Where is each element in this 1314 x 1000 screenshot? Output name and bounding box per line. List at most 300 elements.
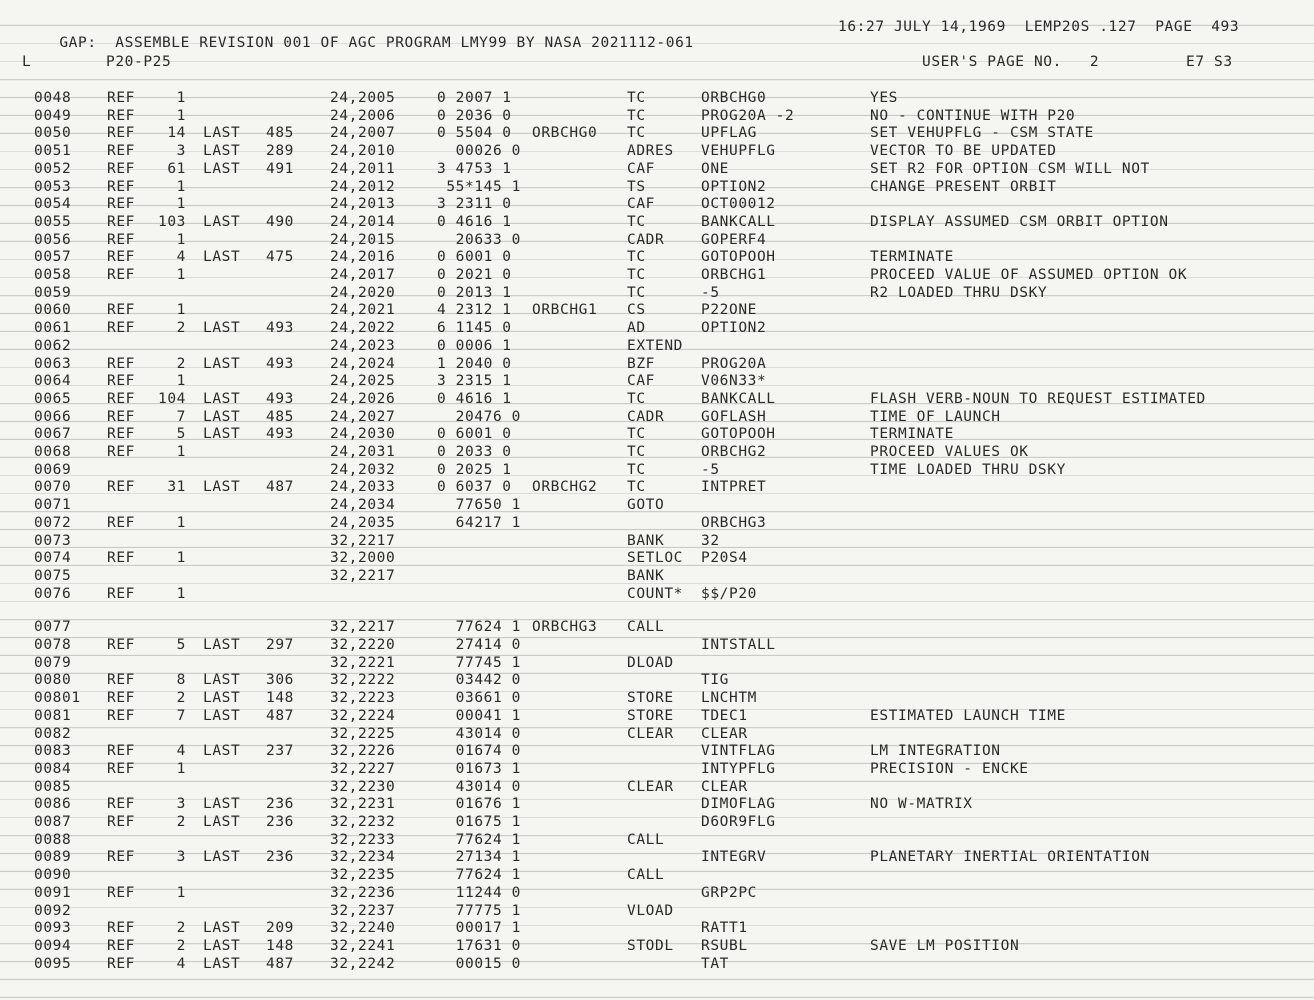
listing-row	[0, 515, 1314, 533]
operand: OCT00012	[701, 196, 776, 213]
line-number: 0067	[34, 426, 72, 443]
ref-count: 7	[176, 707, 186, 724]
listing-row	[0, 267, 1314, 285]
ref-count: 1	[176, 585, 186, 602]
ref-count: 2	[176, 937, 186, 954]
line-number: 0086	[34, 796, 72, 813]
line-number: 0056	[34, 231, 72, 248]
operand: TIG	[701, 672, 729, 689]
line-number: 0083	[34, 743, 72, 760]
last-keyword: LAST	[203, 213, 241, 230]
operand: V06N33*	[701, 373, 767, 390]
ref-count: 1	[176, 444, 186, 460]
ref-count: 4	[176, 743, 186, 760]
operand: INTEGRV	[701, 849, 767, 866]
last-page: 148	[266, 937, 294, 954]
ref-keyword: REF	[107, 90, 135, 106]
last-page: 487	[266, 955, 294, 972]
opcode: TC	[627, 125, 646, 142]
address: 32,2242	[330, 955, 396, 972]
opcode: BANK	[627, 567, 665, 584]
address: 24,2011	[330, 160, 396, 177]
comment: NO W-MATRIX	[870, 796, 973, 813]
ref-keyword: REF	[107, 690, 135, 707]
opcode: COUNT*	[627, 585, 683, 602]
comment: TERMINATE	[870, 249, 954, 266]
line-number: 0077	[34, 619, 72, 636]
address: 32,2230	[330, 778, 396, 795]
octal-word: 6 1145 0	[437, 320, 512, 337]
last-keyword: LAST	[203, 743, 241, 760]
line-number: 0080	[34, 672, 72, 689]
opcode: TC	[627, 426, 646, 443]
line-number: 0065	[34, 390, 72, 407]
opcode: CADR	[627, 408, 665, 425]
operand: LNCHTM	[701, 690, 757, 707]
address: 32,2221	[330, 654, 396, 671]
comment: R2 LOADED THRU DSKY	[870, 284, 1048, 301]
ref-keyword: REF	[107, 302, 135, 319]
listing-row	[0, 550, 1314, 568]
line-number: 0066	[34, 408, 72, 425]
address: 24,2025	[330, 373, 396, 390]
line-number: 0070	[34, 479, 72, 496]
ref-count: 61	[167, 160, 186, 177]
line-number: 0064	[34, 373, 72, 390]
line-number: 0048	[34, 90, 72, 106]
ref-keyword: REF	[107, 231, 135, 248]
operand: ORBCHG0	[701, 90, 767, 106]
ref-count: 3	[176, 849, 186, 866]
comment: PROCEED VALUE OF ASSUMED OPTION OK	[870, 267, 1188, 283]
line-number: 0060	[34, 302, 72, 319]
ref-count: 2	[176, 355, 186, 372]
listing-row	[0, 708, 1314, 726]
address: 24,2031	[330, 444, 396, 460]
operand: P22ONE	[701, 302, 757, 319]
line-number: 0068	[34, 444, 72, 460]
listing-row	[0, 497, 1314, 515]
octal-word: 00026 0	[437, 143, 521, 160]
octal-word: 01673 1	[437, 760, 521, 777]
opcode: GOTO	[627, 497, 665, 514]
opcode: EXTEND	[627, 337, 683, 354]
listing-row	[0, 832, 1314, 850]
users-page-number: USER'S PAGE NO. 2	[922, 54, 1100, 70]
address: 32,2000	[330, 550, 396, 567]
line-number: 0073	[34, 532, 72, 549]
octal-word: 0 2013 1	[437, 284, 512, 301]
last-page: 306	[266, 672, 294, 689]
operand: -5	[701, 284, 720, 301]
last-page: 289	[266, 143, 294, 160]
listing-row	[0, 796, 1314, 814]
last-page: 487	[266, 707, 294, 724]
last-keyword: LAST	[203, 479, 241, 496]
operand: BANKCALL	[701, 213, 776, 230]
address: 24,2034	[330, 497, 396, 514]
octal-word: 3 2315 1	[437, 373, 512, 390]
operand: UPFLAG	[701, 125, 757, 142]
address: 24,2026	[330, 390, 396, 407]
opcode: STORE	[627, 690, 674, 707]
ref-count: 4	[176, 955, 186, 972]
last-keyword: LAST	[203, 637, 241, 653]
header-right: 16:27 JULY 14,1969 LEMP20S .127 PAGE 493	[838, 19, 1240, 35]
ref-keyword: REF	[107, 178, 135, 195]
opcode: CALL	[627, 831, 665, 848]
line-number: 0076	[34, 585, 72, 602]
opcode: TC	[627, 444, 646, 460]
address: 32,2222	[330, 672, 396, 689]
opcode: AD	[627, 320, 646, 337]
last-keyword: LAST	[203, 955, 241, 972]
line-number: 0052	[34, 160, 72, 177]
operand: CLEAR	[701, 778, 748, 795]
address: 32,2225	[330, 725, 396, 742]
octal-word: 0 2033 0	[437, 444, 512, 460]
opcode: SETLOC	[627, 550, 683, 567]
address: 32,2231	[330, 796, 396, 813]
address: 32,2235	[330, 867, 396, 884]
line-number: 0089	[34, 849, 72, 866]
address: 24,2006	[330, 107, 396, 124]
operand: GOFLASH	[701, 408, 767, 425]
opcode: TC	[627, 461, 646, 478]
octal-word: 77624 1	[437, 831, 521, 848]
ref-count: 14	[167, 125, 186, 142]
octal-word: 1 2040 0	[437, 355, 512, 372]
ref-keyword: REF	[107, 444, 135, 460]
last-page: 148	[266, 690, 294, 707]
ref-count: 1	[176, 231, 186, 248]
ref-count: 1	[176, 107, 186, 124]
operand: GOTOPOOH	[701, 426, 776, 443]
octal-word: 0 4616 1	[437, 213, 512, 230]
octal-word: 3 2311 0	[437, 196, 512, 213]
last-page: 209	[266, 920, 294, 937]
last-keyword: LAST	[203, 125, 241, 142]
listing-row	[0, 726, 1314, 744]
listing-row	[0, 249, 1314, 267]
ref-keyword: REF	[107, 849, 135, 866]
line-number: 0049	[34, 107, 72, 124]
address: 32,2236	[330, 884, 396, 901]
address: 24,2007	[330, 125, 396, 142]
listing-row	[0, 619, 1314, 637]
listing-row	[0, 779, 1314, 797]
line-number: 0063	[34, 355, 72, 372]
address: 32,2227	[330, 760, 396, 777]
ref-count: 4	[176, 249, 186, 266]
octal-word: 0 0006 1	[437, 337, 512, 354]
last-page: 236	[266, 849, 294, 866]
listing-row	[0, 568, 1314, 586]
comment: VECTOR TO BE UPDATED	[870, 143, 1057, 160]
listing-row	[0, 920, 1314, 938]
ref-count: 7	[176, 408, 186, 425]
address: 32,2226	[330, 743, 396, 760]
listing-row	[0, 885, 1314, 903]
comment: YES	[870, 90, 898, 106]
address: 32,2224	[330, 707, 396, 724]
octal-word: 27414 0	[437, 637, 521, 653]
listing-row	[0, 232, 1314, 250]
ref-keyword: REF	[107, 637, 135, 653]
operand: TDEC1	[701, 707, 748, 724]
line-number: 0085	[34, 778, 72, 795]
address: 32,2232	[330, 814, 396, 830]
line-number: 00801	[34, 690, 81, 707]
opcode: ADRES	[627, 143, 674, 160]
octal-word: 0 2021 0	[437, 267, 512, 283]
listing-row	[0, 903, 1314, 921]
octal-word: 43014 0	[437, 778, 521, 795]
listing-row	[0, 938, 1314, 956]
opcode: CALL	[627, 867, 665, 884]
comment: PRECISION - ENCKE	[870, 760, 1029, 777]
octal-word: 64217 1	[437, 514, 521, 531]
line-number: 0050	[34, 125, 72, 142]
address: 24,2035	[330, 514, 396, 531]
comment: PROCEED VALUES OK	[870, 444, 1029, 460]
operand: D6OR9FLG	[701, 814, 776, 830]
octal-word: 01675 1	[437, 814, 521, 830]
operand: OPTION2	[701, 178, 767, 195]
listing-row	[0, 867, 1314, 885]
last-keyword: LAST	[203, 672, 241, 689]
octal-word: 0 2025 1	[437, 461, 512, 478]
listing-row	[0, 956, 1314, 974]
last-page: 487	[266, 479, 294, 496]
line-number: 0075	[34, 567, 72, 584]
line-number: 0057	[34, 249, 72, 266]
comment: CHANGE PRESENT ORBIT	[870, 178, 1057, 195]
address: 24,2022	[330, 320, 396, 337]
operand: VINTFLAG	[701, 743, 776, 760]
line-number: 0082	[34, 725, 72, 742]
opcode: CLEAR	[627, 778, 674, 795]
operand: INTPRET	[701, 479, 767, 496]
operand: PROG20A -2	[701, 107, 795, 124]
comment: SET R2 FOR OPTION CSM WILL NOT	[870, 160, 1150, 177]
address: 32,2237	[330, 902, 396, 919]
last-page: 485	[266, 125, 294, 142]
address: 24,2024	[330, 355, 396, 372]
octal-word: 0 6037 0	[437, 479, 512, 496]
octal-word: 55*145 1	[437, 178, 521, 195]
octal-word: 0 5504 0	[437, 125, 512, 142]
listing-row	[0, 533, 1314, 551]
operand: ORBCHG2	[701, 444, 767, 460]
listing-row	[0, 161, 1314, 179]
page-subheader	[22, 54, 1302, 74]
ref-keyword: REF	[107, 672, 135, 689]
octal-word: 00015 0	[437, 955, 521, 972]
address: 32,2241	[330, 937, 396, 954]
ref-count: 31	[167, 479, 186, 496]
opcode: TC	[627, 249, 646, 266]
listing-row	[0, 356, 1314, 374]
operand: -5	[701, 461, 720, 478]
address: 24,2005	[330, 90, 396, 106]
octal-word: 00017 1	[437, 920, 521, 937]
operand: CLEAR	[701, 725, 748, 742]
ref-keyword: REF	[107, 585, 135, 602]
line-number: 0090	[34, 867, 72, 884]
listing-row	[0, 143, 1314, 161]
octal-word: 17631 0	[437, 937, 521, 954]
line-number: 0058	[34, 267, 72, 283]
operand: VEHUPFLG	[701, 143, 776, 160]
opcode: BANK	[627, 532, 665, 549]
operand: INTYPFLG	[701, 760, 776, 777]
symbol-label: ORBCHG2	[532, 479, 598, 496]
last-keyword: LAST	[203, 426, 241, 443]
ref-keyword: REF	[107, 796, 135, 813]
address: 24,2012	[330, 178, 396, 195]
address: 24,2021	[330, 302, 396, 319]
operand: ORBCHG1	[701, 267, 767, 283]
address: 24,2017	[330, 267, 396, 283]
listing-row	[0, 409, 1314, 427]
octal-word: 77775 1	[437, 902, 521, 919]
ref-count: 1	[176, 302, 186, 319]
octal-word: 27134 1	[437, 849, 521, 866]
ref-keyword: REF	[107, 213, 135, 230]
comment: TIME LOADED THRU DSKY	[870, 461, 1066, 478]
ref-count: 1	[176, 550, 186, 567]
operand: P20S4	[701, 550, 748, 567]
ref-count: 2	[176, 690, 186, 707]
ref-count: 3	[176, 796, 186, 813]
type-code: L	[22, 54, 32, 70]
ref-keyword: REF	[107, 267, 135, 283]
ref-keyword: REF	[107, 373, 135, 390]
line-number: 0061	[34, 320, 72, 337]
line-number: 0088	[34, 831, 72, 848]
address: 24,2014	[330, 213, 396, 230]
ref-keyword: REF	[107, 160, 135, 177]
line-number: 0093	[34, 920, 72, 937]
opcode: CAF	[627, 196, 655, 213]
last-keyword: LAST	[203, 814, 241, 830]
operand: TAT	[701, 955, 729, 972]
listing-row	[0, 391, 1314, 409]
line-number: 0071	[34, 497, 72, 514]
last-keyword: LAST	[203, 143, 241, 160]
last-page: 493	[266, 390, 294, 407]
ref-count: 1	[176, 196, 186, 213]
ref-keyword: REF	[107, 355, 135, 372]
line-number: 0051	[34, 143, 72, 160]
ref-count: 1	[176, 884, 186, 901]
address: 32,2240	[330, 920, 396, 937]
listing-row	[0, 285, 1314, 303]
octal-word: 77624 1	[437, 867, 521, 884]
line-number: 0094	[34, 937, 72, 954]
ref-count: 1	[176, 178, 186, 195]
opcode: TS	[627, 178, 646, 195]
listing-row	[0, 108, 1314, 126]
address: 32,2234	[330, 849, 396, 866]
listing-row	[0, 586, 1314, 604]
ref-keyword: REF	[107, 320, 135, 337]
ref-keyword: REF	[107, 479, 135, 496]
line-number: 0078	[34, 637, 72, 653]
listing-row	[0, 462, 1314, 480]
octal-word: 03661 0	[437, 690, 521, 707]
ref-count: 1	[176, 267, 186, 283]
ref-keyword: REF	[107, 884, 135, 901]
last-keyword: LAST	[203, 320, 241, 337]
ref-keyword: REF	[107, 408, 135, 425]
listing-row	[0, 302, 1314, 320]
comment: TERMINATE	[870, 426, 954, 443]
address: 32,2220	[330, 637, 396, 653]
opcode: CALL	[627, 619, 665, 636]
line-number: 0092	[34, 902, 72, 919]
listing-row	[0, 444, 1314, 462]
octal-word: 0 6001 0	[437, 426, 512, 443]
ref-keyword: REF	[107, 107, 135, 124]
operand: $$/P20	[701, 585, 757, 602]
listing-row	[0, 338, 1314, 356]
opcode: TC	[627, 107, 646, 124]
ref-keyword: REF	[107, 760, 135, 777]
ref-keyword: REF	[107, 937, 135, 954]
opcode: CS	[627, 302, 646, 319]
operand: BANKCALL	[701, 390, 776, 407]
address: 24,2033	[330, 479, 396, 496]
address: 32,2223	[330, 690, 396, 707]
last-keyword: LAST	[203, 707, 241, 724]
opcode: CAF	[627, 373, 655, 390]
comment: LM INTEGRATION	[870, 743, 1001, 760]
line-number: 0053	[34, 178, 72, 195]
listing-row	[0, 320, 1314, 338]
last-page: 236	[266, 814, 294, 830]
listing-row	[0, 655, 1314, 673]
ref-keyword: REF	[107, 514, 135, 531]
listing-row	[0, 672, 1314, 690]
last-keyword: LAST	[203, 920, 241, 937]
ref-count: 5	[176, 637, 186, 653]
listing-row	[0, 125, 1314, 143]
address: 24,2010	[330, 143, 396, 160]
last-page: 236	[266, 796, 294, 813]
line-number: 0059	[34, 284, 72, 301]
octal-word: 0 4616 1	[437, 390, 512, 407]
octal-word: 0 2036 0	[437, 107, 512, 124]
ref-keyword: REF	[107, 143, 135, 160]
operand: 32	[701, 532, 720, 549]
symbol-label: ORBCHG0	[532, 125, 598, 142]
ref-count: 1	[176, 373, 186, 390]
last-page: 493	[266, 426, 294, 443]
address: 24,2013	[330, 196, 396, 213]
last-page: 237	[266, 743, 294, 760]
octal-word: 77624 1	[437, 619, 521, 636]
listing-row	[0, 637, 1314, 655]
listing-row	[0, 761, 1314, 779]
octal-word: 03442 0	[437, 672, 521, 689]
ref-keyword: REF	[107, 920, 135, 937]
ref-keyword: REF	[107, 707, 135, 724]
listing-row	[0, 426, 1314, 444]
octal-word: 3 4753 1	[437, 160, 512, 177]
ref-keyword: REF	[107, 249, 135, 266]
